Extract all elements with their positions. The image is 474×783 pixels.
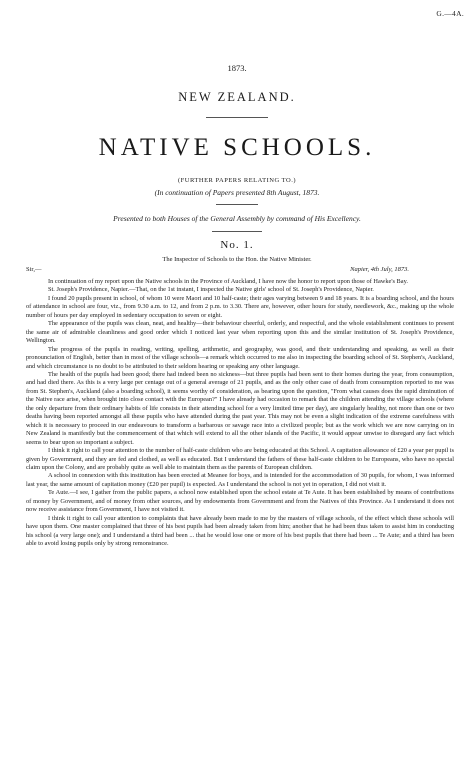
- divider: [216, 204, 258, 205]
- page-reference: G.—4A.: [436, 9, 464, 18]
- dateline: Napier, 4th July, 1873.: [350, 266, 409, 273]
- paragraph: I think it right to call your attention to complaints that have already been made to me by the masters of village schools, of the effect which these schools will have upon them. One master complained that three of his best pupils had been already taken from him; another that he had been thus taken to assist him in conducting his school (a very large one); and I understand a third had been ... that he would lose one or more of his best pupils that there had been ... Te Aute; and a third has been able to avoid losing pupils only by strong remonstrance.: [26, 514, 454, 548]
- document-subtitle: (FURTHER PAPERS RELATING TO.): [177, 177, 296, 184]
- document-year: 1873.: [227, 63, 247, 73]
- paragraph: I think it right to call your attention to the number of half-caste children who are being educated at this School. A capitation allowance of £20 a year per pupil is given by Government, and they are fed and clothed, as well as educated. But I understand the fathers of these half-caste children to be Europeans, who have no special claim upon the Colony, and are probably quite as well able to maintain them as the parents of European children.: [26, 447, 454, 471]
- paragraph: The progress of the pupils in reading, writing, spelling, arithmetic, and geography, was good, and their understanding and speaking, as well as their pronounciation of English, better than in most of the village schools—a remark which occurred to me also in inspecting the boarding school of St. Stephen's, Auckland, and which circumstance is no doubt to be attributed to their seldom hearing or speaking any other language.: [26, 345, 454, 370]
- letter-number: No. 1.: [220, 239, 254, 251]
- paragraph: I found 20 pupils present in school, of whom 10 were Maori and 10 half-caste; their ages varying between 9 and 18 years. It is a boarding school, and the hours of attendance in school are four, viz., from 9.30 a.m. to 12, and from 2 p.m. to 3.30. There are, however, other hours for study, needlework, &c., making up the whole number of hours per day employed in sedentary occupation to seven or eight.: [26, 294, 454, 319]
- paragraph: Te Aute.—I see, I gather from the public papers, a school now established upon the school estate at Te Aute. It has been established by means of contributions of money by Government, and of money from other sources, and by endowments from Government and from the Natives of this Province. As I understand it does not now receive assistance from Government, I have not visited it.: [26, 489, 454, 514]
- paragraph: The appearance of the pupils was clean, neat, and healthy—their behaviour cheerful, orderly, and respectful, and the whole establishment continues to present the same air of admirable cleanliness and good order which I noticed last year when reporting upon this and the similar institution of St. Joseph's Providence, Wellington.: [26, 320, 454, 345]
- paragraph: The health of the pupils had been good; there had indeed been no sickness—but three pupils had been sent to their homes during the year, from consumption, and had died there. As this is a very large per centage out of a general average of 21 pupils, and as the only other case of death from consumption reported to me was from St. Stephen's, Auckland (also a boarding school), it seems worthy of consideration, as bearing upon the question, "From what causes does the rapid diminution of the Native race arise, when brought into close contact with the European?" I have already had occasion to remark that the children attending the village schools (where the only departure from their ordinary habits of life consists in their attending school for a very limited time per day), are singularly healthy, not more than one or two deaths having been reported amongst all these pupils who have attended during the past year. This may not be even a slight indication of the extreme carefulness with which it is necessary to proceed in our endeavours to transform a barbarous or savage race into a civilized people; but as the work which we are now carrying on in New Zealand is manifestly but the commencement of that which will extend to all the other islands of the Pacific, it would appear unwise to disregard any fact which seems to bear upon so important a subject.: [26, 370, 454, 446]
- continuation-note: (In continuation of Papers presented 8th August, 1873.: [154, 188, 320, 197]
- divider: [212, 231, 262, 232]
- presentation-note: Presented to both Houses of the General Assembly by command of His Excellency.: [113, 214, 361, 223]
- letter-body: [26, 278, 454, 549]
- salutation: Sir,—: [26, 266, 42, 273]
- divider: [206, 117, 268, 118]
- country-heading: NEW ZEALAND.: [178, 90, 296, 104]
- paragraph: In continuation of my report upon the Native schools in the Province of Auckland, I have now the honor to report upon those of Hawke's Bay.: [48, 278, 408, 285]
- paragraph: St. Joseph's Providence, Napier.—That, on the 1st instant, I inspected the Native girls' school of St. Joseph's Providence, Napier.: [48, 286, 374, 294]
- letter-heading: The Inspector of Schools to the Hon. the Native Minister.: [162, 256, 312, 263]
- document-title: NATIVE SCHOOLS.: [98, 134, 376, 161]
- paragraph: A school in connexion with this institution has been erected at Meanee for boys, and is intended for the accommodation of 30 pupils, for whom, I was informed last year, the same amount of capitation money (£20 per pupil) is expected. As I understand the school is not yet in operation, I did not visit it.: [26, 472, 454, 488]
